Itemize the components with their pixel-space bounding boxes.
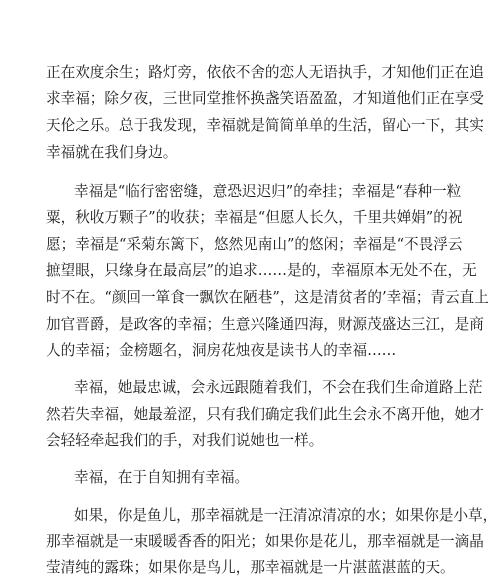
paragraph-line: 摭望眼，只缘身在最高层”的追求……是的，幸福原本无处不在，无 bbox=[46, 262, 477, 279]
paragraph-line: 天伦之乐。总于我发现，幸福就是简简单单的生活，留心一下，其实 bbox=[46, 117, 484, 134]
paragraph-line: 莹清纯的露珠；如果你是鸟儿，那幸福就是一片湛蓝湛蓝的天。 bbox=[46, 559, 455, 576]
paragraph-line: 幸福是“临行密密缝，意恐迟迟归”的牵挂；幸福是“春种一粒 bbox=[74, 183, 462, 200]
paragraph-line: 如果，你是鱼儿，那幸福就是一汪清凉清凉的水；如果你是小草， bbox=[74, 507, 498, 524]
paragraph-line: 然若失幸福，她最羞涩，只有我们确定我们此生会永不离开他，她才 bbox=[46, 406, 484, 423]
paragraph-line: 人的幸福；金榜题名，洞房花烛夜是读书人的幸福…… bbox=[46, 342, 397, 359]
paragraph-line: 正在欢度余生；路灯旁，依依不舍的恋人无语执手，才知他们正在追 bbox=[46, 64, 484, 81]
paragraph-line: 求幸福；除夕夜，三世同堂推怀换盏笑语盈盈，才知道他们正在享受 bbox=[46, 90, 484, 107]
paragraph-line: 幸福，在于自知拥有幸福。 bbox=[74, 469, 250, 486]
paragraph-line: 时不在。“颜回一箪食一飘饮在陋巷”，这是清贫者的’幸福；青云直上 bbox=[46, 289, 489, 306]
paragraph-line: 粟，秋收万颗子”的收获；幸福是“但愿人长久，千里共婵娟”的祝 bbox=[46, 209, 463, 226]
paragraph-line: 那幸福就是一束暖暖香香的阳光；如果你是花儿，那幸福就是一滴晶 bbox=[46, 533, 484, 550]
paragraph-line: 加官晋爵，是政客的幸福；生意兴隆通四海，财源茂盛达三江，是商 bbox=[46, 316, 484, 333]
paragraph-line: 愿；幸福是“采菊东篱下，悠然见南山”的悠闲；幸福是“不畏浮云 bbox=[46, 236, 463, 253]
paragraph-line: 会轻轻牵起我们的手，对我们说她也一样。 bbox=[46, 432, 324, 449]
paragraph-line: 幸福就在我们身边。 bbox=[46, 144, 178, 161]
paragraph-line: 幸福，她最忠诚，会永远跟随着我们，不会在我们生命道路上茫 bbox=[74, 379, 483, 396]
